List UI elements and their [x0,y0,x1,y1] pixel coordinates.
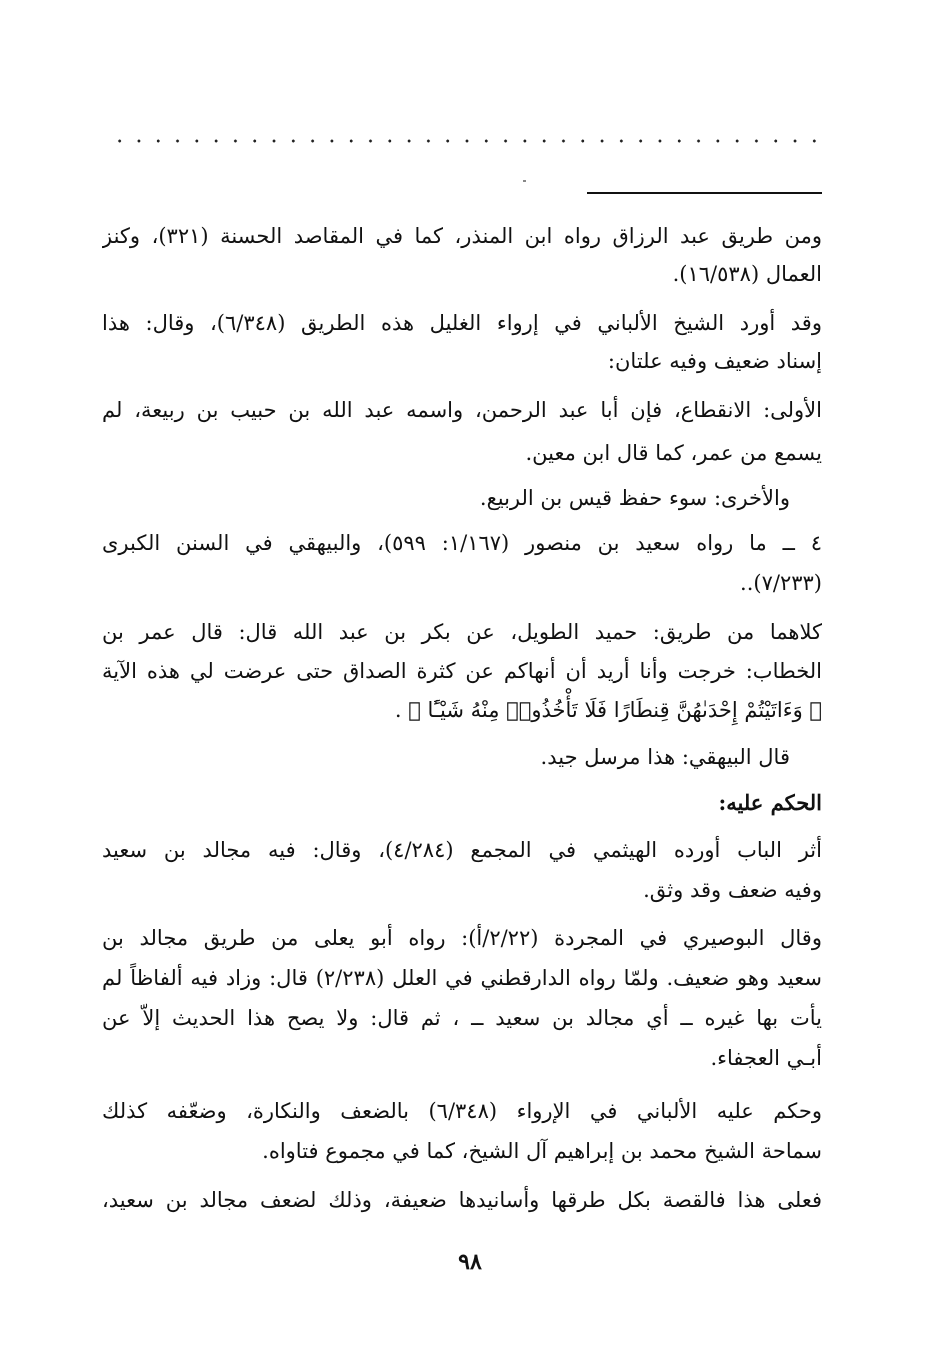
section-heading: الحكم عليه: [718,790,822,815]
quran-verse: ﴿ وَءَاتَيْتُمْ إِحْدَىٰهُنَّ قِنطَارًا فَلَا تَأْخُذُوا۟ مِنْهُ شَيْـًٔا ﴾ . [394,698,822,722]
footnote-rule [587,192,822,194]
page-number: ٩٨ [458,1249,482,1275]
text-line: العمال (١٦/٥٣٨). [672,262,822,286]
text-line: أبـي العجفاء. [710,1046,822,1070]
text-line: والأخرى: سوء حفظ قيس بن الربيع. [479,486,790,510]
text-line: قال البيهقي: هذا مرسل جيد. [540,745,790,769]
text-line: سماحة الشيخ محمد بن إبراهيم آل الشيخ، كما في مجموع فتاواه. [262,1139,822,1163]
text-line: يسمع من عمر، كما قال ابن معين. [525,441,822,465]
text-line: وقد أورد الشيخ الألباني في إرواء الغليل هذه الطريق (٦/٣٤٨)، وقال: هذا [102,311,822,335]
text-line: سعيد وهو ضعيف. ولمّا رواه الدارقطني في العلل (٢/٢٣٨) قال: وزاد فيه ألفاظاً لم [102,966,822,990]
scan-speck [523,180,526,182]
dotted-separator [110,138,822,144]
text-line: وحكم عليه الألباني في الإرواء (٦/٣٤٨) بالضعف والنكارة، وضعّفه كذلك [102,1099,822,1123]
text-line: ومن طريق عبد الرزاق رواه ابن المنذر، كما في المقاصد الحسنة (٣٢١)، وكنز [102,224,822,248]
text-line: يأت بها غيره ــ أي مجالد بن سعيد ــ ، ثم قال: ولا يصح هذا الحديث إلاّ عن [102,1006,822,1030]
text-line: أثر الباب أورده الهيثمي في المجمع (٤/٢٨٤)، وقال: فيه مجالد بن سعيد [102,838,822,862]
text-line: الأولى: الانقطاع، فإن أبا عبد الرحمن، واسمه عبد الله بن حبيب بن ربيعة، لم [102,398,822,422]
text-line: (٧/٢٣٣).. [740,571,822,595]
text-line: وقال البوصيري في المجردة (٢/٢٢/أ): رواه أبو يعلى من طريق مجالد بن [102,926,822,950]
text-line: إسناد ضعيف وفيه علتان: [607,349,822,373]
text-line: وفيه ضعف وقد وثق. [643,878,822,902]
text-line: الخطاب: خرجت وأنا أريد أن أنهاكم عن كثرة الصداق حتى عرضت لي هذه الآية [102,659,822,683]
text-line: ٤ ــ ما رواه سعيد بن منصور (١/١٦٧: ٥٩٩)، والبيهقي في السنن الكبرى [102,531,822,555]
text-line: فعلى هذا فالقصة بكل طرقها وأسانيدها ضعيفة، وذلك لضعف مجالد بن سعيد، [102,1188,822,1212]
text-line: كلاهما من طريق: حميد الطويل، عن بكر بن عبد الله قال: قال عمر بن [102,620,822,644]
